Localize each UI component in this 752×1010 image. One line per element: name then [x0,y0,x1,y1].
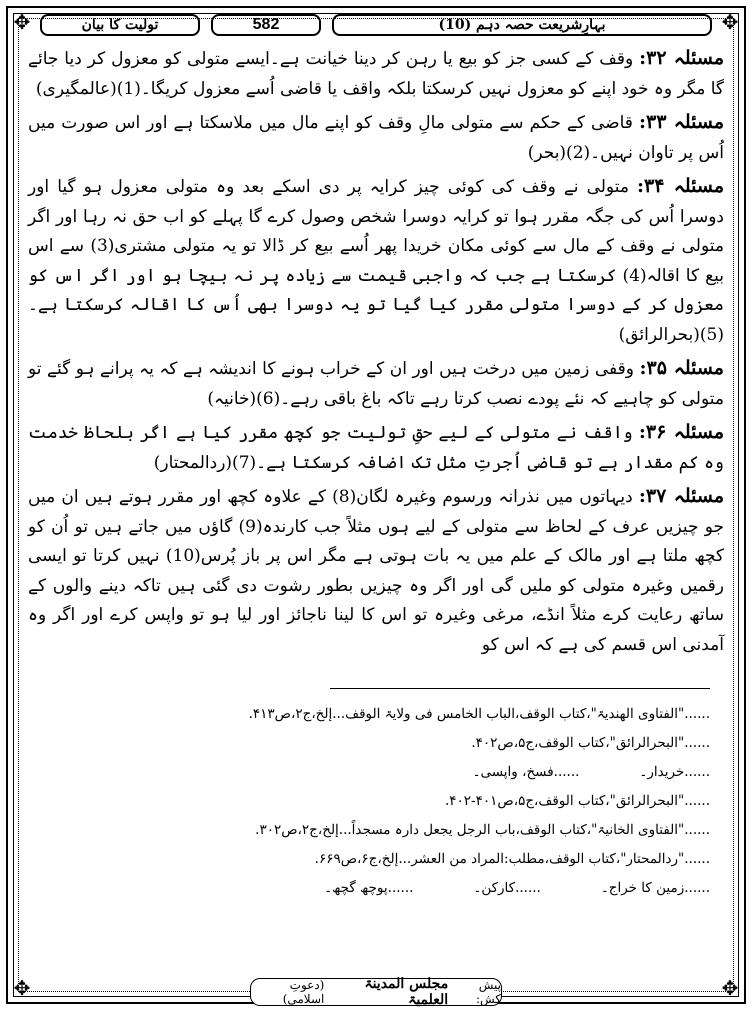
corner-ornament-icon: ✥ [13,976,31,1000]
footnote: ......خریدار۔ ......فسخ، واپسی۔ [472,764,710,780]
masala-label: مسئلہ ۳۴: [637,175,724,197]
masala-text: قاضی کے حکم سے متولی مالِ وقف کو اپنے مال میں ملاسکتا ہے اور اس صورت میں اُس پر تاوان نہیں۔(2)(بحر) [28,113,724,163]
masala-text: وقف کے کسی جز کو بیع یا رہن کر دینا خیانت ہے۔ایسے متولی کو معزول کر دیا جائے گا مگر وہ خود اپنے کو معزول نہیں کرسکتا بلکہ واقف یا قاضی اُسے معزول کریگا۔(1)(عالمگیری) [28,49,724,99]
corner-ornament-icon: ✥ [13,10,31,34]
corner-ornament-icon: ✥ [721,976,739,1000]
footnote: ......زمین کا خراج۔ ......کارکن۔ ......پوچھ گچھ۔ [324,880,710,896]
masala-text: واقف نے متولی کے لیے حقِ تولیت جو کچھ مقرر کیا ہے اگر بلحاظ خدمت وہ کم مقدار ہے تو قاضی اُجرتِ مثل تک اضافہ کرسکتا ہے۔(7)(ردالمحتار) [28,423,724,473]
masala-label: مسئلہ ۳۳: [639,111,724,133]
masala-paragraph [28,108,724,168]
masala-paragraph [28,44,724,104]
masala-text: متولی نے وقف کی کوئی چیز کرایہ پر دی اسکے بعد وہ متولی معزول ہو گیا اور دوسرا اُس کی جگہ مقرر ہوا تو کرایہ دوسرا شخص وصول کرے گا پہلے کو اب حق نہ رہا اور اگر متولی نے وقف کے مال سے کوئی مکان خریدا پھر اُسے بیع کر ڈالا تو یہ متولی مشتری(3) سے اس بیع کا اقالہ(4) کرسکتا ہے جب کہ واجبی قیمت سے زیادہ پر نہ بیچا ہو اور اگر اس کو معزول کر کے دوسرا متولی مقرر کیا گیا تو یہ دوسرا بھی اُس کا اقالہ کرسکتا ہے۔(5)(بحرالرائق) [28,177,725,345]
footnote: ......"البحرالرائق"،کتاب الوقف،ج۵،ص۴۰۱-۴۰۲. [444,793,710,809]
publisher-name: مجلس المدینۃ العلمیۃ [364,976,449,1008]
masala-text: وقفی زمین میں درخت ہیں اور ان کے خراب ہونے کا اندیشہ ہے کہ یہ پرانے ہو گئے تو متولی کو چاہیے کہ نئے پودے نصب کرتا رہے تاکہ باغ باقی رہے۔(6)(خانیہ) [28,359,724,409]
masala-paragraph [28,418,724,478]
masala-paragraph [28,482,724,660]
footnote: ......"الفتاوی الھندیۃ"،کتاب الوقف،الباب الخامس فی ولایۃ الوقف...إلخ،ج۲،ص۴۱۳. [248,706,710,722]
masala-paragraph [28,172,724,350]
masala-label: مسئلہ ۳۲: [639,47,724,69]
page-header [40,12,712,38]
publisher-footer [250,978,502,1006]
footnote-divider [330,688,710,689]
footnote: ......"البحرالرائق"،کتاب الوقف،ج۵،ص۴۰۲. [471,735,710,751]
masala-label: مسئلہ ۳۷: [638,485,724,507]
chapter-title: تولیت کا بیان [40,14,200,36]
masala-label: مسئلہ ۳۶: [638,421,724,443]
book-title: بہارِشریعت حصہ دہم (10) [332,14,712,36]
main-text [28,44,724,664]
masala-paragraph [28,354,724,414]
footnote: ......"ردالمحتار"،کتاب الوقف،مطلب:المراد من العشر...إلخ،ج۶،ص۶۶۹. [314,851,710,867]
footer-prefix: پیش کش: [475,978,501,1006]
masala-text: دیہاتوں میں نذرانہ ورسوم وغیرہ لگان(8) کے علاوہ کچھ اور مقرر ہوتے ہیں ان میں جو چیزیں عرف کے لحاظ سے متولی کے لیے ہوں مثلاً جب کارندہ(9) گاؤں میں جاتے ہیں تو اُن کو کچھ ملتا ہے اور مالک کے علم میں یہ بات ہوتی ہے مگر اس پر باز پُرس(10) نہیں کرتا تو ایسی رقمیں وغیرہ متولی کو ملیں گی اور اگر وہ چیزیں بطور رشوت دی گئی ہیں تاکہ دینے والوں کے ساتھ رعایت کرے مثلاً انڈے، مرغی وغیرہ تو اس کا لینا ناجائز اور لیا ہو تو واپس کرے اور اگر وہ آمدنی اس قسم کی ہے کہ اس کو [28,487,725,655]
page-number: 582 [211,14,321,36]
masala-label: مسئلہ ۳۵: [639,357,724,379]
footnote: ......"الفتاوی الخانیۃ"،کتاب الوقف،باب الرجل یجعل دارہ مسجداً...إلخ،ج۲،ص۳۰۲. [255,822,710,838]
corner-ornament-icon: ✥ [721,10,739,34]
footnotes [60,700,710,903]
footer-suffix: (دعوتِ اسلامی) [282,978,325,1006]
